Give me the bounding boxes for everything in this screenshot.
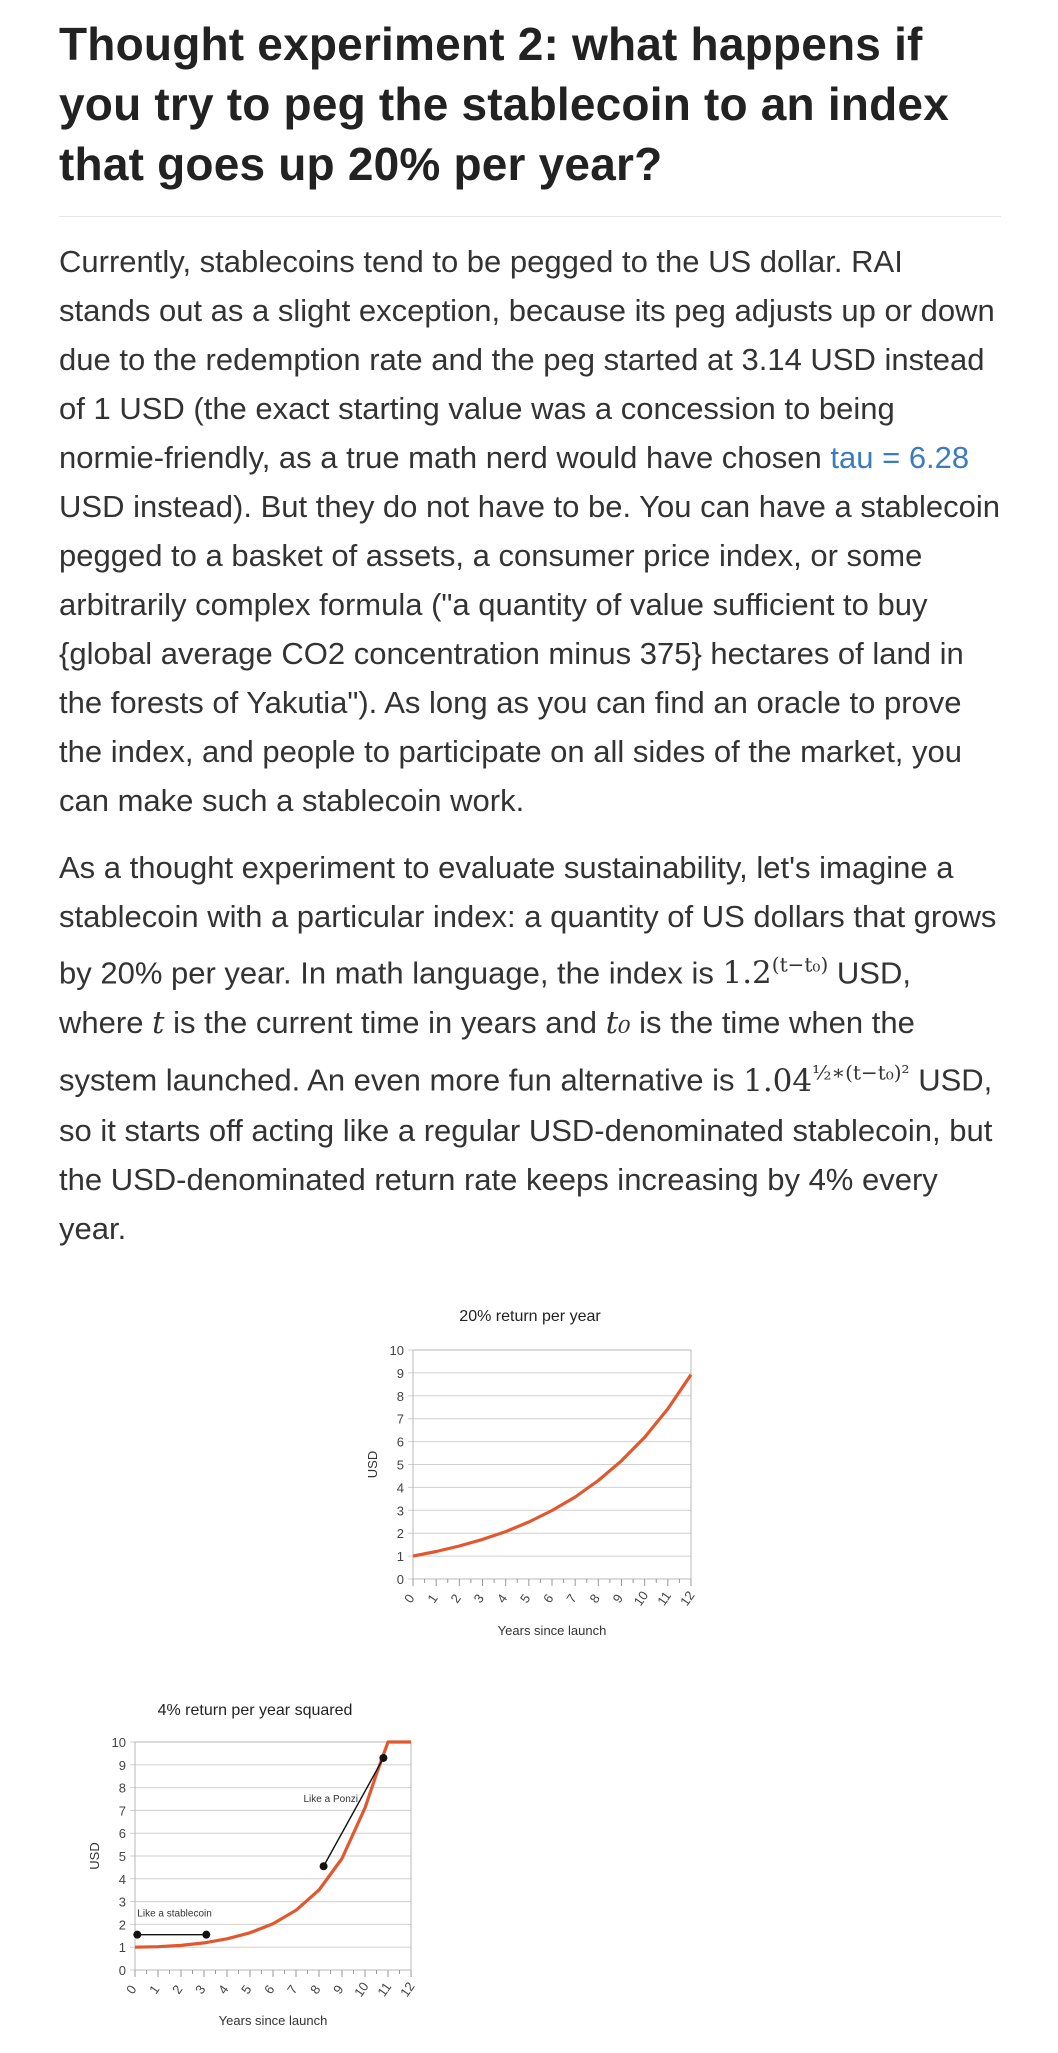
annotation-point xyxy=(202,1931,210,1939)
x-tick-label: 5 xyxy=(516,1591,534,1606)
y-tick-label: 6 xyxy=(118,1826,126,1842)
x-tick-label: 11 xyxy=(374,1979,395,2000)
annotation-line xyxy=(324,1758,384,1866)
x-tick-label: 0 xyxy=(123,1982,140,1997)
math-base: 1.04 xyxy=(743,1062,813,1099)
x-tick-label: 2 xyxy=(447,1591,464,1606)
paragraph-text: USD, so it starts off acting like a regular USD-denominated stablecoin, but the USD-denominated return rate keeps increasing by 4% every year. xyxy=(59,1062,993,1246)
tau-link[interactable]: tau = 6.28 xyxy=(830,440,970,475)
math-base: 1.2 xyxy=(722,955,772,992)
math-index-formula xyxy=(722,955,828,991)
x-tick-label: 5 xyxy=(238,1982,255,1997)
x-tick-label: 10 xyxy=(351,1979,372,2000)
x-tick-label: 7 xyxy=(284,1982,301,1997)
y-tick-label: 6 xyxy=(396,1434,404,1450)
paragraph-text: As a thought experiment to evaluate sustainability, let's imagine a stablecoin with a particular index: a quantity of US dollars that grows by 20% per year. In math language, the index is xyxy=(59,850,997,991)
y-axis-label: USD xyxy=(365,1450,380,1479)
y-tick-label: 0 xyxy=(118,1963,126,1978)
x-tick-label: 6 xyxy=(540,1591,557,1606)
x-tick-label: 4 xyxy=(493,1591,511,1606)
x-tick-label: 8 xyxy=(307,1982,324,1997)
y-axis-label: USD xyxy=(87,1842,102,1870)
y-tick-label: 5 xyxy=(396,1457,404,1473)
annotation-point xyxy=(133,1931,141,1939)
y-tick-label: 10 xyxy=(389,1343,404,1358)
x-tick-label: 3 xyxy=(192,1982,209,1997)
y-tick-label: 0 xyxy=(396,1572,404,1587)
y-tick-label: 7 xyxy=(396,1411,404,1427)
x-tick-label: 10 xyxy=(630,1588,652,1609)
y-tick-label: 4 xyxy=(396,1480,404,1496)
annotation-label: Like a stablecoin xyxy=(137,1908,212,1920)
chart-4-percent-squared xyxy=(87,1695,450,2048)
math-var-t0 xyxy=(606,1005,631,1041)
x-tick-label: 9 xyxy=(330,1982,347,1997)
article-content xyxy=(59,14,1001,1253)
x-tick-label: 0 xyxy=(401,1591,418,1606)
paragraph-text: is the current time in years and xyxy=(164,1005,606,1041)
math-t0: t₀ xyxy=(605,1005,631,1042)
math-t: t xyxy=(152,1005,165,1042)
series-line xyxy=(413,1375,691,1556)
x-axis-label: Years since launch xyxy=(497,1623,607,1638)
x-tick-label: 7 xyxy=(563,1591,580,1606)
y-tick-label: 8 xyxy=(396,1388,404,1404)
y-tick-label: 3 xyxy=(118,1894,126,1910)
chart-20-percent-svg xyxy=(360,1300,720,1660)
y-tick-label: 9 xyxy=(396,1365,404,1381)
x-tick-label: 6 xyxy=(261,1982,278,1997)
chart-4-percent-svg xyxy=(87,1695,450,2048)
y-tick-label: 10 xyxy=(111,1735,126,1750)
y-tick-label: 9 xyxy=(118,1757,126,1773)
section-heading: Thought experiment 2: what happens if you try to peg the stablecoin to an index that goes up 20% per year? xyxy=(59,14,1001,217)
paragraph-text: USD, where xyxy=(59,955,911,1041)
math-exponent: ½∗(t−t₀)² xyxy=(812,1060,910,1085)
paragraph-pegs xyxy=(59,237,1001,825)
paragraph-text: is the time when the system launched. An even more fun alternative is xyxy=(59,1005,915,1098)
x-tick-label: 4 xyxy=(215,1982,232,1997)
x-tick-label: 12 xyxy=(397,1979,418,2000)
x-tick-label: 12 xyxy=(677,1588,698,1609)
x-tick-label: 11 xyxy=(654,1588,675,1609)
annotation-label: Like a Ponzi xyxy=(303,1794,358,1806)
y-tick-label: 3 xyxy=(396,1503,404,1519)
paragraph-text: Currently, stablecoins tend to be pegged to the US dollar. RAI stands out as a slight exception, because its peg adjusts up or down due to the redemption rate and the peg started at 3.14 USD instead of 1 USD (the exact starting value was a concession to being normie-friendly, as a true math nerd would have chosen xyxy=(59,244,995,475)
x-axis-label: Years since launch xyxy=(218,2013,328,2028)
y-tick-label: 7 xyxy=(118,1803,126,1819)
y-tick-label: 8 xyxy=(118,1780,126,1796)
paragraph-thought-experiment xyxy=(59,843,1001,1253)
math-var-t xyxy=(152,1005,164,1041)
y-tick-label: 1 xyxy=(118,1940,126,1956)
chart-20-percent-return xyxy=(360,1300,720,1660)
x-tick-label: 9 xyxy=(609,1591,627,1606)
y-tick-label: 2 xyxy=(396,1526,404,1542)
x-tick-label: 3 xyxy=(470,1591,488,1606)
y-tick-label: 1 xyxy=(396,1549,404,1565)
y-tick-label: 4 xyxy=(118,1871,126,1887)
y-tick-label: 2 xyxy=(118,1917,126,1933)
math-exponent: (t−t₀) xyxy=(771,953,829,977)
chart-title: 4% return per year squared xyxy=(157,1702,353,1719)
x-tick-label: 1 xyxy=(146,1982,163,1997)
y-tick-label: 5 xyxy=(118,1849,126,1864)
x-tick-label: 1 xyxy=(424,1591,441,1606)
x-tick-label: 8 xyxy=(586,1591,603,1606)
math-alt-formula xyxy=(743,1060,910,1099)
chart-title: 20% return per year xyxy=(459,1308,601,1325)
paragraph-text: USD instead). But they do not have to be. You can have a stablecoin pegged to a basket of assets, a consumer price index, or some arbitrarily complex formula ("a quantity of value sufficient to buy {global average CO2 concentration minus 375} hectares of land in the forests of Yakutia"). As long as you can find an oracle to prove the index, and people to participate on all sides of the market, you can make such a stablecoin work. xyxy=(59,489,1000,818)
annotation-point xyxy=(379,1754,387,1762)
annotation-point xyxy=(320,1862,328,1870)
x-tick-label: 2 xyxy=(169,1982,186,1997)
